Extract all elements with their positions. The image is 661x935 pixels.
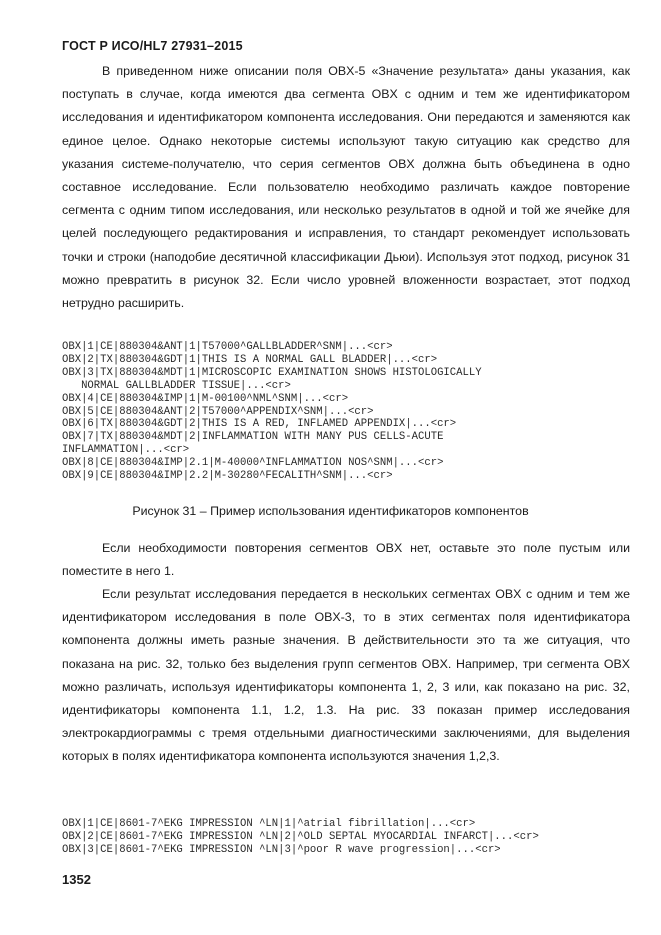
paragraph-component-ids: В приведенном ниже описании поля OBX-5 «Значение результата» даны указания, как поступать в случае, когда имеются два сегмента OBX с одним и тем же идентификатором исследования и идентификатором компонента исследования. Они передаются и заменяются как единое целое. Однако некоторые системы используют такую ситуацию как средство для указания системе-получателю, что серия сегментов OBX должна быть объединена в одно составное исследование. Если пользователю необходимо различать каждое повторение сегмента с одним типом исследования, или несколько результатов в одной и той же ячейке для целей последующего редактирования и исправления, то стандарт рекомендует использовать точки и строки (наподобие десятичной классификации Дьюи). Используя этот подход, рисунок 31 можно превратить в рисунок 32. Если число уровней вложенности возрастает, этот подход нетрудно расширить. (62, 64, 630, 311)
code-line: OBX|1|CE|8601-7^EKG IMPRESSION ^LN|1|^atrial fibrillation|...<cr> (62, 818, 476, 830)
code-line: OBX|5|CE|880304&ANT|2|T57000^APPENDIX^SNM|...<cr> (62, 405, 374, 418)
paragraph-no-repetition: Если необходимости повторения сегментов OBX нет, оставьте это поле пустым или поместите в него 1. (62, 541, 630, 579)
code-listing-figure-31 (62, 341, 482, 483)
code-line: OBX|6|TX|880304&GDT|2|THIS IS A RED, INFLAMED APPENDIX|...<cr> (62, 418, 457, 431)
paragraph-multiple-segments: Если результат исследования передается в нескольких сегментах OBX с одним и тем же идентификатором исследования в поле OBX-3, то в этих сегментах поля идентификатора компонента должны иметь разные значения. В действительности это та же ситуация, что показана на рис. 32, только без выделения групп сегментов OBX. Например, три сегмента OBX можно различать, используя идентификаторы компонента 1, 2, 3 или, как показано на рис. 32, идентификаторы компонента 1.1, 1.2, 1.3. На рис. 33 показан пример исследования электрокардиограммы с тремя отдельными диагностическими заключениями, для выделения которых в полях идентификатора компонента используются значения 1,2,3. (62, 587, 630, 764)
code-line: OBX|8|CE|880304&IMP|2.1|M-40000^INFLAMMATION NOS^SNM|...<cr> (62, 457, 444, 470)
code-line: OBX|7|TX|880304&MDT|2|INFLAMMATION WITH MANY PUS CELLS-ACUTE (62, 431, 444, 444)
code-line: OBX|1|CE|880304&ANT|1|T57000^GALLBLADDER^SNM|...<cr> (62, 341, 393, 353)
code-line: OBX|9|CE|880304&IMP|2.2|M-30280^FECALITH^SNM|...<cr> (62, 470, 393, 483)
code-line: OBX|2|CE|8601-7^EKG IMPRESSION ^LN|2|^OLD SEPTAL MYOCARDIAL INFARCT|...<cr> (62, 830, 539, 843)
page-number: 1352 (62, 872, 91, 887)
code-line: NORMAL GALLBLADDER TISSUE|...<cr> (62, 379, 291, 392)
code-line: OBX|2|TX|880304&GDT|1|THIS IS A NORMAL GALL BLADDER|...<cr> (62, 353, 438, 366)
code-line: OBX|3|CE|8601-7^EKG IMPRESSION ^LN|3|^poor R wave progression|...<cr> (62, 843, 501, 856)
code-line: OBX|3|TX|880304&MDT|1|MICROSCOPIC EXAMINATION SHOWS HISTOLOGICALLY (62, 366, 482, 379)
code-line: INFLAMMATION|...<cr> (62, 444, 190, 457)
code-listing-figure-33 (62, 818, 539, 857)
code-line: OBX|4|CE|880304&IMP|1|M-00100^NML^SNM|...<cr> (62, 392, 349, 405)
figure-caption: Рисунок 31 – Пример использования идентификаторов компонентов (132, 504, 529, 518)
document-header: ГОСТ Р ИСО/HL7 27931–2015 (62, 39, 243, 53)
